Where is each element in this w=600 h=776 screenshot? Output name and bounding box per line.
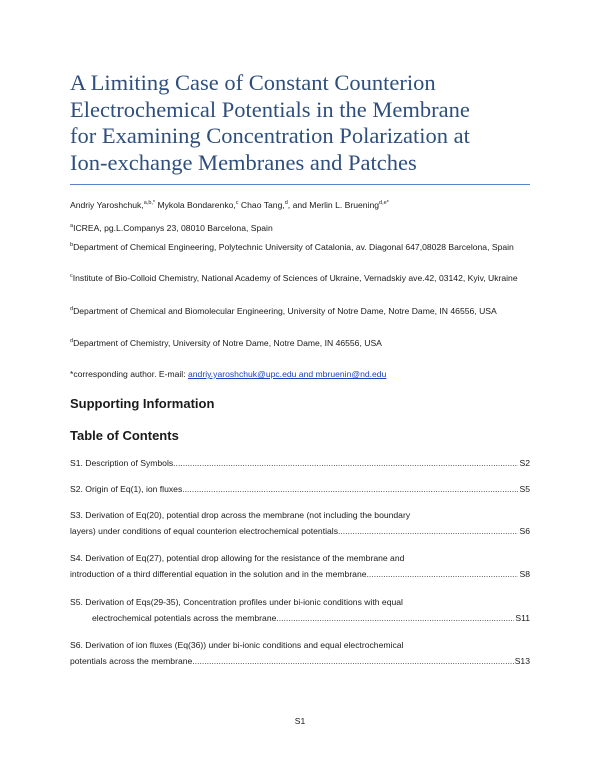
toc-entry[interactable] [70, 455, 530, 471]
corresponding-label: *corresponding author. E-mail: [70, 369, 188, 379]
toc-leader [367, 566, 519, 582]
toc-entry-text: S3. Derivation of Eq(20), potential drop across the membrane (not including the boundary [70, 510, 411, 520]
toc-entry-text: S1. Description of Symbols [70, 458, 174, 468]
affiliation [70, 270, 530, 284]
toc-leader [173, 455, 518, 471]
toc-page: S2 [519, 458, 530, 468]
author-name: Andriy Yaroshchuk, [70, 200, 144, 210]
title-line: A Limiting Case of Constant Counterion [70, 70, 436, 95]
toc-entry-text: potentials across the membrane [70, 656, 193, 666]
author-name: Chao Tang, [238, 200, 285, 210]
page-number: S1 [294, 716, 306, 726]
corresponding-author [70, 369, 386, 379]
toc-entry[interactable] [70, 507, 530, 539]
affiliation [70, 239, 530, 253]
title-divider [70, 184, 530, 185]
title-line: for Examining Concentration Polarization at [70, 123, 470, 148]
affil-marker: a [70, 223, 74, 229]
supporting-info-heading: Supporting Information [70, 396, 215, 411]
author-affil-marker: d,e* [379, 200, 389, 207]
toc-entry[interactable] [70, 481, 530, 497]
affil-marker: b [70, 242, 74, 248]
toc-page: S11 [515, 613, 530, 623]
toc-entry-text: electrochemical potentials across the membrane [92, 613, 277, 623]
toc-entry-text: layers) under conditions of equal counterion electrochemical potentials [70, 526, 338, 536]
email-link[interactable]: andriy.yaroshchuk@upc.edu and mbruenin@nd.edu [188, 369, 387, 379]
toc-entry[interactable] [70, 637, 530, 669]
affil-marker: c [70, 273, 73, 279]
toc-page: S6 [519, 526, 530, 536]
toc-leader [192, 653, 513, 669]
toc-entry-text: S6. Derivation of ion fluxes (Eq(36)) under bi-ionic conditions and equal electrochemical [70, 640, 404, 650]
author-name: , and Merlin L. Bruening [287, 200, 380, 210]
toc-page: S13 [514, 656, 530, 666]
toc-leader [182, 481, 518, 497]
affil-text: Department of Chemical Engineering, Polytechnic University of Catalonia, av. Diagonal 647,08028 Barcelona, Spain [73, 241, 514, 252]
toc-entry[interactable] [70, 550, 530, 582]
toc-entry-text: introduction of a third differential equation in the solution and in the membrane [70, 569, 367, 579]
toc-leader [276, 610, 514, 626]
affil-marker: d [70, 306, 74, 312]
affil-text: ICREA, pg.L.Companys 23, 08010 Barcelona, Spain [73, 222, 273, 233]
affiliation [70, 220, 530, 234]
author-affil-marker: d [284, 200, 288, 207]
title-line: Ion-exchange Membranes and Patches [70, 149, 417, 175]
toc-entry-text: S2. Origin of Eq(1), ion fluxes [70, 484, 183, 494]
author-list [70, 200, 389, 210]
toc-entry-text: S4. Derivation of Eq(27), potential drop allowing for the resistance of the membrane and [70, 553, 405, 563]
affiliation [70, 335, 530, 349]
toc-entry[interactable] [70, 594, 530, 626]
toc-heading: Table of Contents [70, 428, 179, 443]
toc-entry-text: S5. Derivation of Eqs(29-35), Concentration profiles under bi-ionic conditions with equal [70, 597, 403, 607]
author-affil-marker: a,b,* [143, 200, 156, 207]
affil-text: Department of Chemical and Biomolecular Engineering, University of Notre Dame, Notre Dame, IN 46556, USA [73, 305, 497, 316]
affil-text: Institute of Bio-Colloid Chemistry, National Academy of Sciences of Ukraine, Vernadskiy ave.42, 03142, Kyiv, Ukraine [72, 272, 518, 283]
toc-page: S8 [519, 569, 530, 579]
author-name: Mykola Bondarenko, [155, 200, 236, 210]
toc-leader [338, 523, 518, 539]
paper-title [70, 70, 540, 176]
affil-marker: d [70, 338, 74, 344]
title-line: Electrochemical Potentials in the Membrane [70, 96, 470, 122]
affil-text: Department of Chemistry, University of Notre Dame, Notre Dame, IN 46556, USA [73, 337, 382, 348]
affiliation [70, 303, 530, 317]
author-affil-marker: c [235, 200, 239, 207]
toc-page: S5 [519, 484, 530, 494]
